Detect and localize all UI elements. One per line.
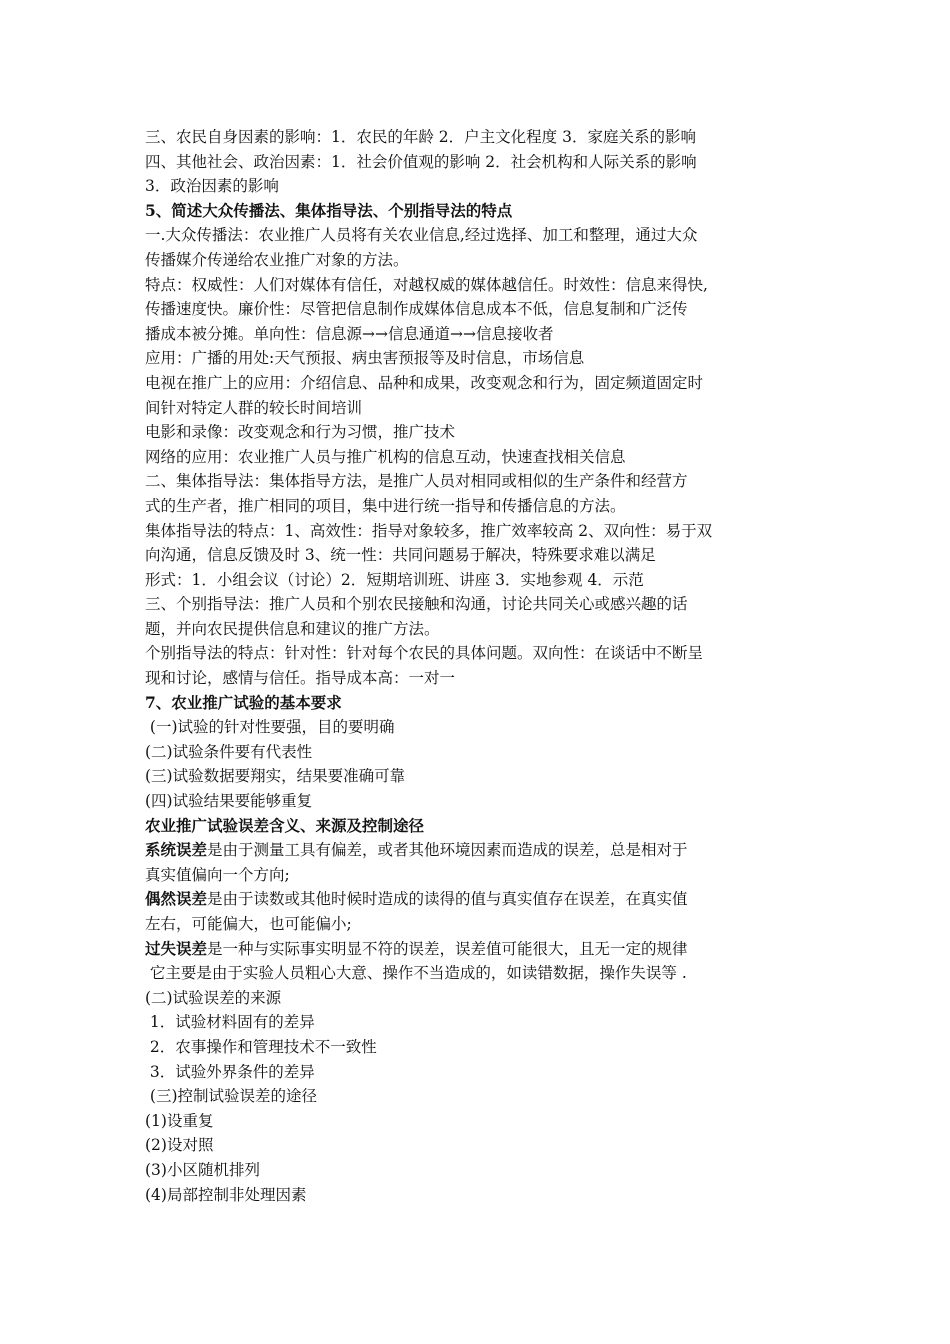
- mass-comm-features: 传播速度快。廉价性：尽管把信息制作成媒体信息成本不低，信息复制和广泛传: [145, 300, 688, 319]
- section-heading-5: 5、简述大众传播法、集体指导法、个别指导法的特点: [145, 200, 513, 220]
- gross-error-term: 过失误差: [145, 938, 208, 958]
- random-error-text: 是由于读数或其他时候时造成的读得的值与真实值存在误差，在真实值: [207, 890, 688, 909]
- individual-guidance-definition: 三、个别指导法：推广人员和个别农民接触和沟通，讨论共同关心或感兴趣的话: [145, 595, 688, 614]
- gross-error-text: 它主要是由于实验人员粗心大意、操作不当造成的，如读错数据，操作失误等 .: [145, 964, 687, 983]
- requirement-item: (四)试验结果要能够重复: [145, 792, 313, 811]
- individual-guidance-definition: 题，并向农民提供信息和建议的推广方法。: [145, 619, 440, 638]
- gross-error-line: [145, 937, 810, 962]
- random-error-term: 偶然误差: [145, 889, 208, 909]
- mass-comm-network: 网络的应用：农业推广人员与推广机构的信息互动，快速查找相关信息: [145, 447, 626, 466]
- group-guidance-features: 向沟通，信息反馈及时 3、统一性：共同问题易于解决，特殊要求难以满足: [145, 546, 656, 565]
- requirement-item: (三)试验数据要翔实，结果要准确可靠: [145, 767, 406, 786]
- requirement-item: (一)试验的针对性要强，目的要明确: [145, 718, 395, 737]
- error-source-item: 2．农事操作和管理技术不一致性: [145, 1037, 377, 1056]
- mass-comm-film: 电影和录像：改变观念和行为习惯，推广技术: [145, 423, 456, 442]
- group-guidance-definition: 式的生产者，推广相同的项目，集中进行统一指导和传播信息的方法。: [145, 496, 626, 515]
- systematic-error-term: 系统误差: [145, 840, 208, 860]
- section-heading-7: 7、农业推广试验的基本要求: [145, 692, 342, 712]
- individual-guidance-features: 个别指导法的特点：针对性：针对每个农民的具体问题。双向性：在谈话中不断呈: [145, 644, 704, 663]
- mass-comm-features: 特点：权威性：人们对媒体有信任，对越权威的媒体越信任。时效性：信息来得快,: [145, 275, 708, 294]
- random-error-line: [145, 887, 810, 912]
- error-control-item: (4)局部控制非处理因素: [145, 1185, 307, 1204]
- mass-comm-definition: 一.大众传播法：农业推广人员将有关农业信息,经过选择、加工和整理，通过大众: [145, 226, 698, 245]
- mass-comm-tv: 电视在推广上的应用：介绍信息、品种和成果，改变观念和行为，固定频道固定时: [145, 373, 704, 392]
- error-control-title: (三)控制试验误差的途径: [145, 1087, 318, 1106]
- requirement-item: (二)试验条件要有代表性: [145, 742, 313, 761]
- group-guidance-features: 集体指导法的特点：1、高效性：指导对象较多，推广效率较高 2、双向性：易于双: [145, 521, 713, 540]
- group-guidance-forms: 形式：1．小组会议（讨论）2．短期培训班、讲座 3．实地参观 4．示范: [145, 570, 644, 589]
- section-heading-error: 农业推广试验误差含义、来源及控制途径: [145, 815, 425, 835]
- document-page: [145, 125, 810, 1207]
- error-control-item: (2)设对照: [145, 1136, 214, 1155]
- mass-comm-features: 播成本被分摊。单向性：信息源→→信息通道→→信息接收者: [145, 324, 554, 343]
- error-source-item: 3．试验外界条件的差异: [145, 1062, 315, 1081]
- text-line: 四、其他社会、政治因素：1．社会价值观的影响 2．社会机构和人际关系的影响: [145, 152, 697, 171]
- text-line: 三、农民自身因素的影响：1．农民的年龄 2．户主文化程度 3．家庭关系的影响: [145, 128, 696, 146]
- random-error-text: 左右，可能偏大，也可能偏小;: [145, 915, 352, 933]
- error-sources-title: (二)试验误差的来源: [145, 988, 282, 1007]
- systematic-error-text: 真实值偏向一个方向;: [145, 865, 290, 884]
- individual-guidance-features: 现和讨论，感情与信任。指导成本高：一对一: [145, 669, 456, 688]
- mass-comm-application: 应用：广播的用处:天气预报、病虫害预报等及时信息，市场信息: [145, 349, 585, 368]
- error-source-item: 1．试验材料固有的差异: [145, 1013, 315, 1032]
- systematic-error-text: 是由于测量工具有偏差，或者其他环境因素而造成的误差，总是相对于: [207, 841, 688, 860]
- mass-comm-definition: 传播媒介传递给农业推广对象的方法。: [145, 250, 409, 269]
- text-line: 3．政治因素的影响: [145, 177, 279, 196]
- systematic-error-line: [145, 838, 810, 863]
- mass-comm-tv: 间针对特定人群的较长时间培训: [145, 398, 363, 417]
- error-control-item: (1)设重复: [145, 1111, 214, 1130]
- group-guidance-definition: 二、集体指导法：集体指导方法，是推广人员对相同或相似的生产条件和经营方: [145, 472, 688, 491]
- error-control-item: (3)小区随机排列: [145, 1160, 260, 1179]
- gross-error-text: 是一种与实际事实明显不符的误差，误差值可能很大，且无一定的规律: [207, 939, 688, 958]
